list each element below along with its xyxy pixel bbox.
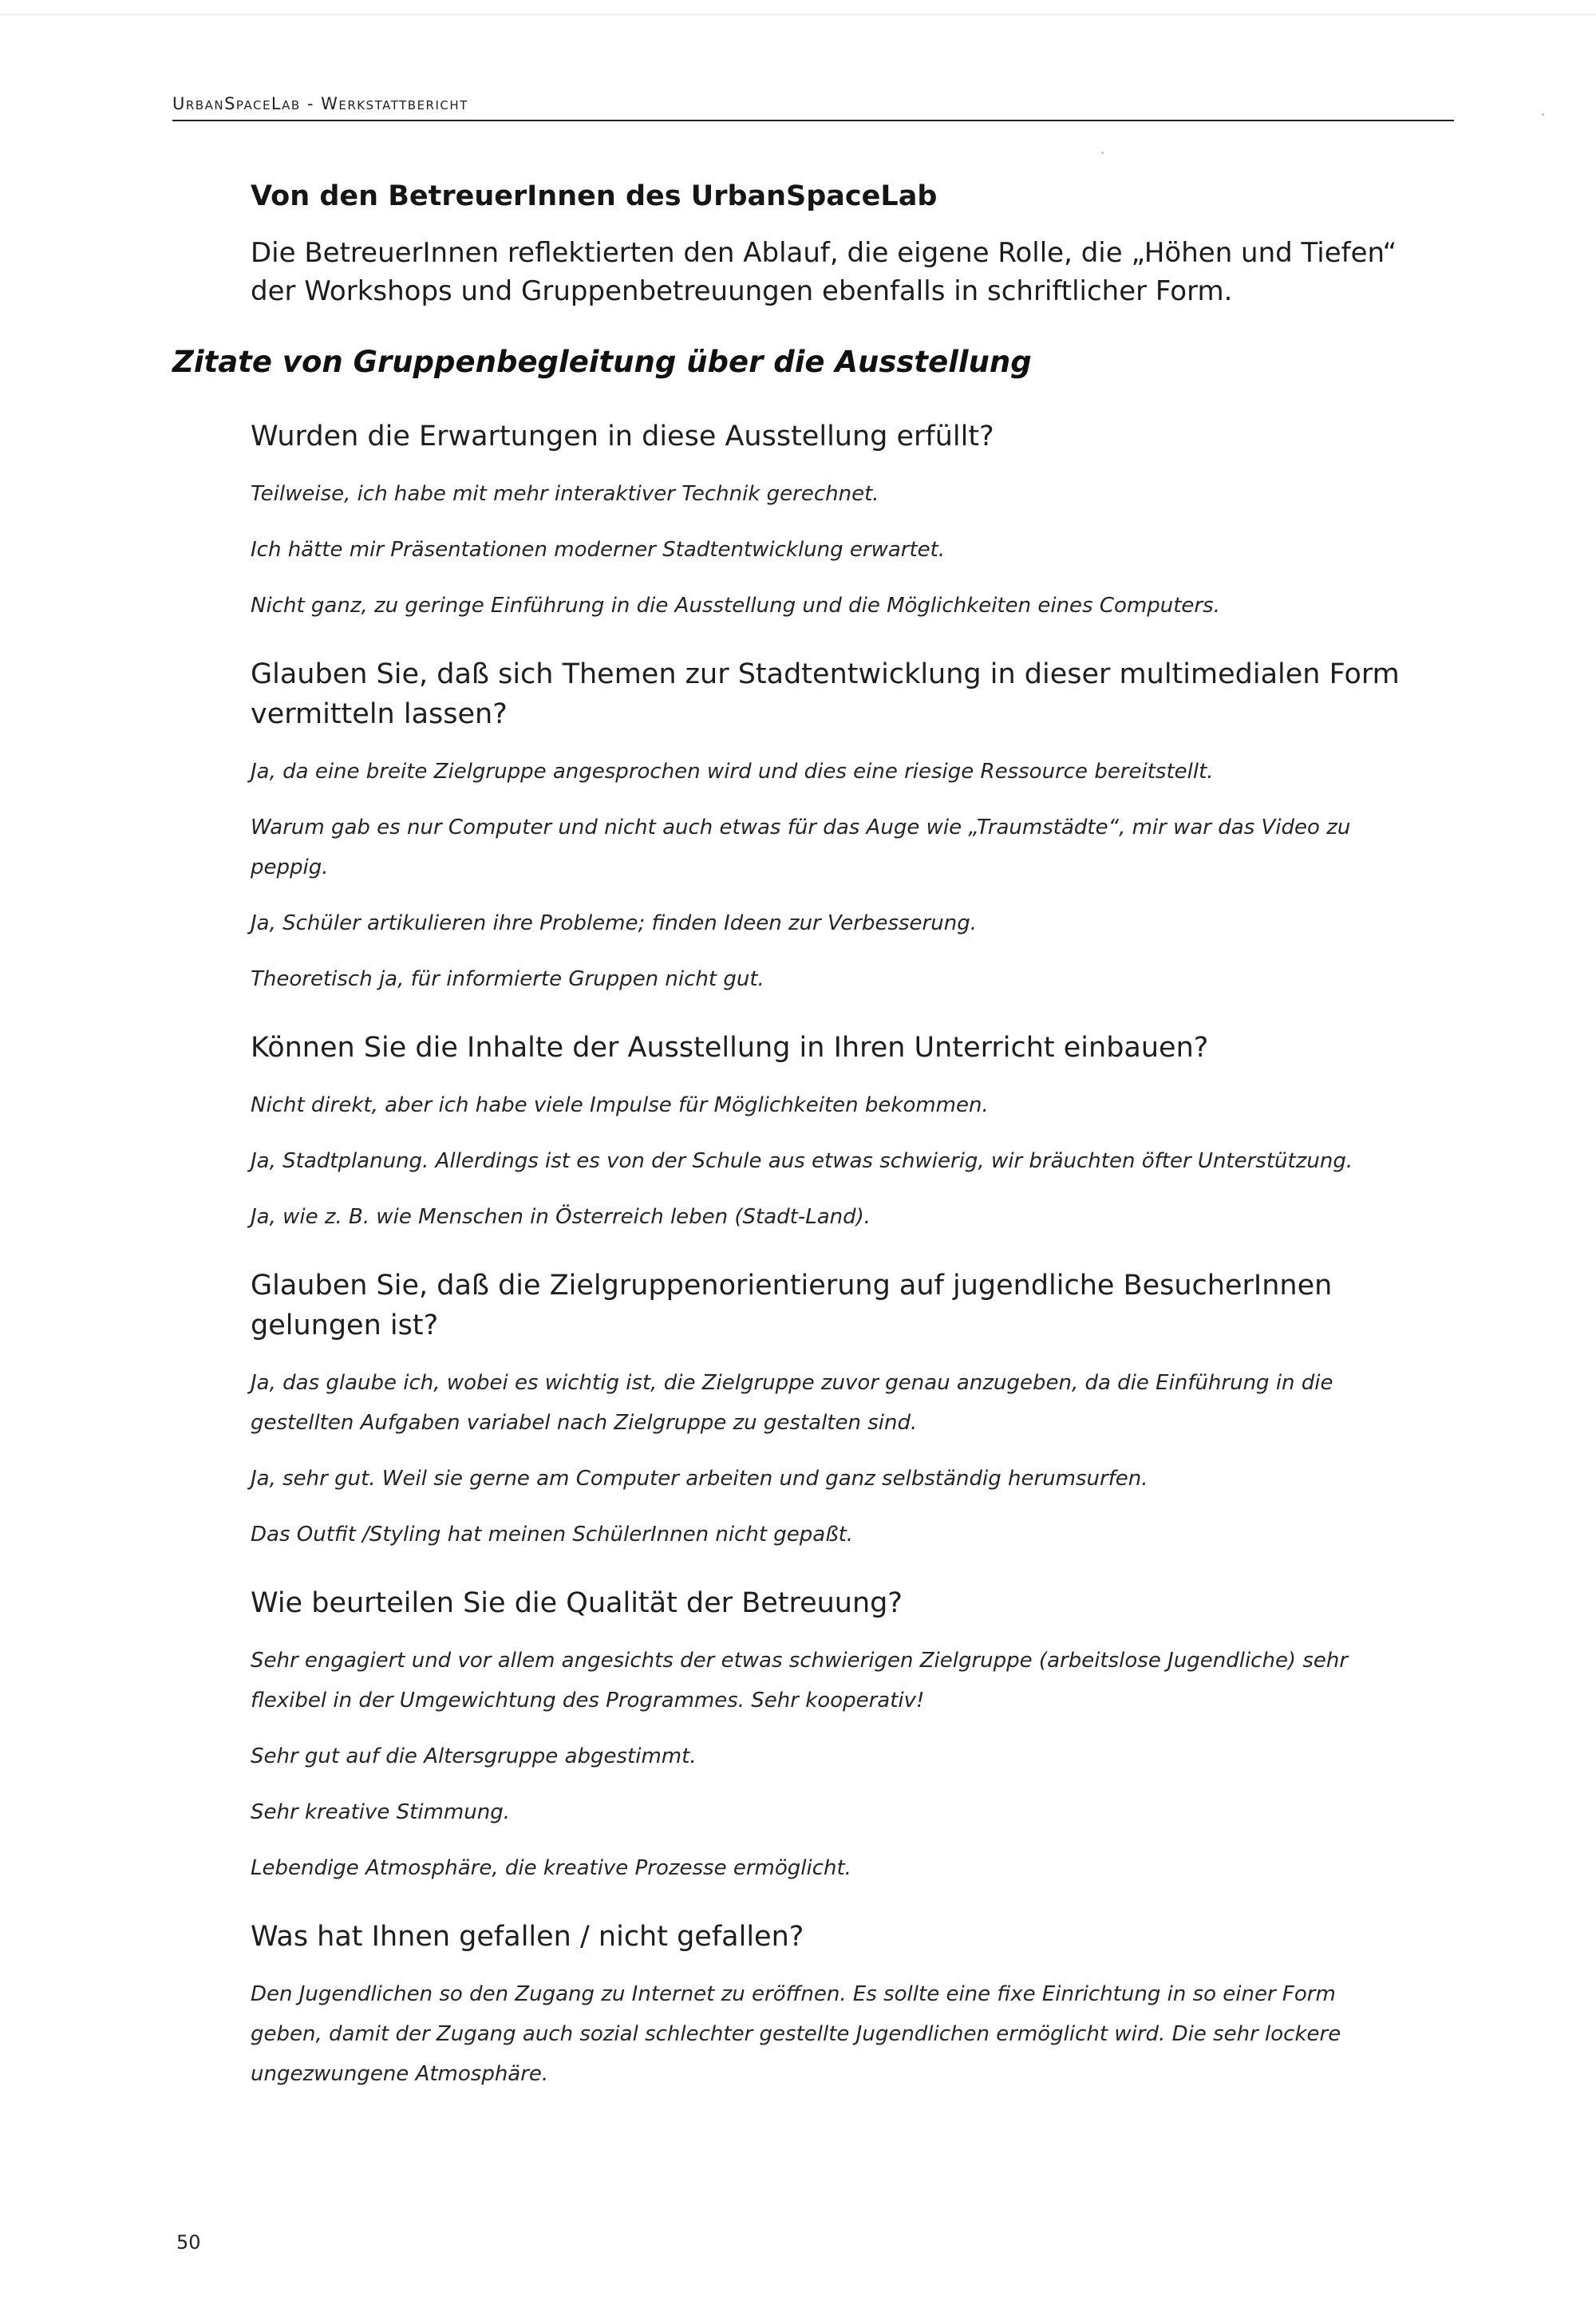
scan-speck [1101, 152, 1104, 154]
question: Glauben Sie, daß sich Themen zur Stadtentwicklung in dieser multimedialen Form vermitteln lassen? [251, 658, 1400, 730]
question: Können Sie die Inhalte der Ausstellung in Ihren Unterricht einbauen? [251, 1032, 1209, 1064]
answer: Theoretisch ja, für informierte Gruppen nicht gut. [251, 967, 764, 991]
qa-list [251, 417, 1400, 2123]
running-header: UrbanSpaceLab - Werkstattbericht [172, 94, 468, 113]
answer: Warum gab es nur Computer und nicht auch etwas für das Auge wie „Traumstädte“, mir war das Video zu peppig. [251, 816, 1351, 879]
qa-block [251, 1583, 1400, 1888]
answer: Den Jugendlichen so den Zugang zu Internet zu eröffnen. Es sollte eine fixe Einrichtung in so einer Form geben, damit der Zugang auch sozial schlechter gestellte Jugendlichen ermöglicht wird. Die sehr lockere ungezwungene Atmosphäre. [251, 1982, 1341, 2086]
answer: Nicht ganz, zu geringe Einführung in die Ausstellung und die Möglichkeiten eines Computers. [251, 594, 1220, 618]
scan-edge-line [0, 14, 1596, 15]
answer: Lebendige Atmosphäre, die kreative Prozesse ermöglicht. [251, 1856, 851, 1880]
answer: Sehr kreative Stimmung. [251, 1800, 510, 1824]
header-rule [172, 120, 1454, 121]
scan-speck [1542, 113, 1544, 116]
qa-block [251, 417, 1400, 626]
answer: Ja, Stadtplanung. Allerdings ist es von der Schule aus etwas schwierig, wir bräuchten öfter Unterstützung. [251, 1149, 1353, 1173]
answer: Nicht direkt, aber ich habe viele Impulse für Möglichkeiten bekommen. [251, 1093, 989, 1117]
answer: Ja, sehr gut. Weil sie gerne am Computer arbeiten und ganz selbständig herumsurfen. [251, 1467, 1148, 1491]
answer: Teilweise, ich habe mit mehr interaktiver Technik gerechnet. [251, 482, 879, 506]
qa-block [251, 1266, 1400, 1555]
section-heading: Zitate von Gruppenbegleitung über die Ausstellung [172, 345, 1032, 379]
question: Wurden die Erwartungen in diese Ausstellung erfüllt? [251, 421, 994, 452]
answer: Ja, wie z. B. wie Menschen in Österreich leben (Stadt-Land). [251, 1205, 871, 1229]
answer: Sehr engagiert und vor allem angesichts der etwas schwierigen Zielgruppe (arbeitslose Jugendliche) sehr flexibel in der Umgewichtung des Programmes. Sehr kooperativ! [251, 1649, 1349, 1713]
answer: Ja, Schüler artikulieren ihre Probleme; finden Ideen zur Verbesserung. [251, 911, 977, 935]
qa-block [251, 1917, 1400, 2094]
question: Glauben Sie, daß die Zielgruppenorientierung auf jugendliche BesucherInnen gelungen ist? [251, 1270, 1333, 1341]
question: Was hat Ihnen gefallen / nicht gefallen? [251, 1921, 804, 1953]
answer: Sehr gut auf die Altersgruppe abgestimmt. [251, 1744, 697, 1768]
page-number: 50 [176, 2231, 201, 2254]
answer: Ja, da eine breite Zielgruppe angesprochen wird und dies eine riesige Ressource bereitstellt. [251, 760, 1214, 784]
answer: Das Outfit /Styling hat meinen SchülerInnen nicht gepaßt. [251, 1523, 854, 1547]
qa-block [251, 654, 1400, 999]
qa-block [251, 1028, 1400, 1237]
question: Wie beurteilen Sie die Qualität der Betreuung? [251, 1587, 903, 1619]
answer: Ja, das glaube ich, wobei es wichtig ist, die Zielgruppe zuvor genau anzugeben, da die Einführung in die gestellten Aufgaben variabel nach Zielgruppe zu gestalten sind. [251, 1371, 1333, 1435]
betreuer-heading: Von den BetreuerInnen des UrbanSpaceLab [251, 180, 938, 212]
answer: Ich hätte mir Präsentationen moderner Stadtentwicklung erwartet. [251, 538, 946, 562]
betreuer-paragraph: Die BetreuerInnen reflektierten den Ablauf, die eigene Rolle, die „Höhen und Tiefen“ der Workshops und Gruppenbetreuungen ebenfalls in schriftlicher Form. [251, 237, 1397, 307]
